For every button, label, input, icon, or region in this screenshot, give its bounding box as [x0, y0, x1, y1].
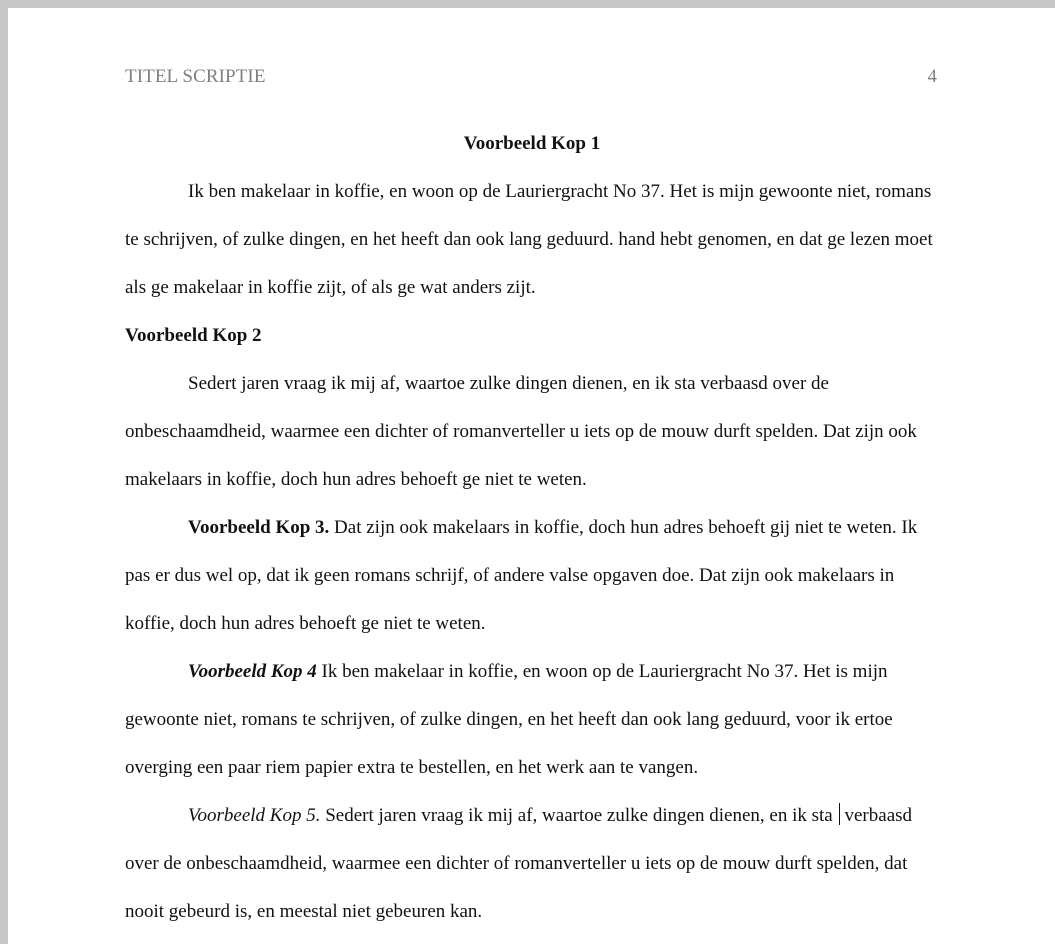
- heading-level-2: Voorbeeld Kop 2: [125, 325, 262, 346]
- paragraph-1: Ik ben makelaar in koffie, en woon op de Lauriergracht No 37. Het is mijn gewoonte niet, romans te schrijven, of zulke dingen, en het heeft dan ook lang geduurd. hand hebt genomen, en dat ge lezen moet als ge makelaar in koffie zijt, of als ge wat anders zijt.: [125, 181, 933, 298]
- paragraph-3-text: Dat zijn ook makelaars in koffie, doch hun adres behoeft gij niet te weten. Ik pas er dus wel op, dat ik geen romans schrijf, of andere valse opgaven doe. Dat zijn ook makelaars in koffie, doch hun adres behoeft ge niet te weten.: [125, 517, 918, 634]
- paragraph-4: [125, 648, 939, 792]
- page-number: 4: [927, 66, 937, 87]
- heading-level-1: Voorbeeld Kop 1: [463, 133, 601, 154]
- paragraph-5-text-start: Sedert jaren vraag ik mij af, waartoe zulke dingen dienen, en ik sta: [325, 805, 833, 826]
- text-cursor: [839, 803, 840, 825]
- paragraph-5: [125, 792, 939, 936]
- document-page[interactable]: [8, 8, 1055, 944]
- heading-level-5: Voorbeeld Kop 5.: [188, 805, 321, 826]
- paragraph-5-text-end: verbaasd over de onbeschaamdheid, waarmee een dichter of romanverteller u iets op de mouw durft spelden, dat nooit gebeurd is, en meestal niet gebeuren kan.: [125, 805, 913, 922]
- paragraph-3: [125, 504, 939, 648]
- heading-level-4: Voorbeeld Kop 4: [188, 661, 317, 682]
- paragraph-2: Sedert jaren vraag ik mij af, waartoe zulke dingen dienen, en ik sta verbaasd over de onbeschaamdheid, waarmee een dichter of romanverteller u iets op de mouw durft spelden. Dat zijn ook makelaars in koffie, doch hun adres behoeft ge niet te weten.: [125, 373, 917, 490]
- running-head: TITEL SCRIPTIE: [125, 66, 266, 87]
- paragraph-4-text: Ik ben makelaar in koffie, en woon op de Lauriergracht No 37. Het is mijn gewoonte niet, romans te schrijven, of zulke dingen, en het heeft dan ook lang geduurd, voor ik ertoe overging een paar riem papier extra te bestellen, en het werk aan te vangen.: [125, 661, 893, 778]
- document-body[interactable]: [125, 120, 939, 936]
- heading-level-3: Voorbeeld Kop 3.: [188, 517, 330, 538]
